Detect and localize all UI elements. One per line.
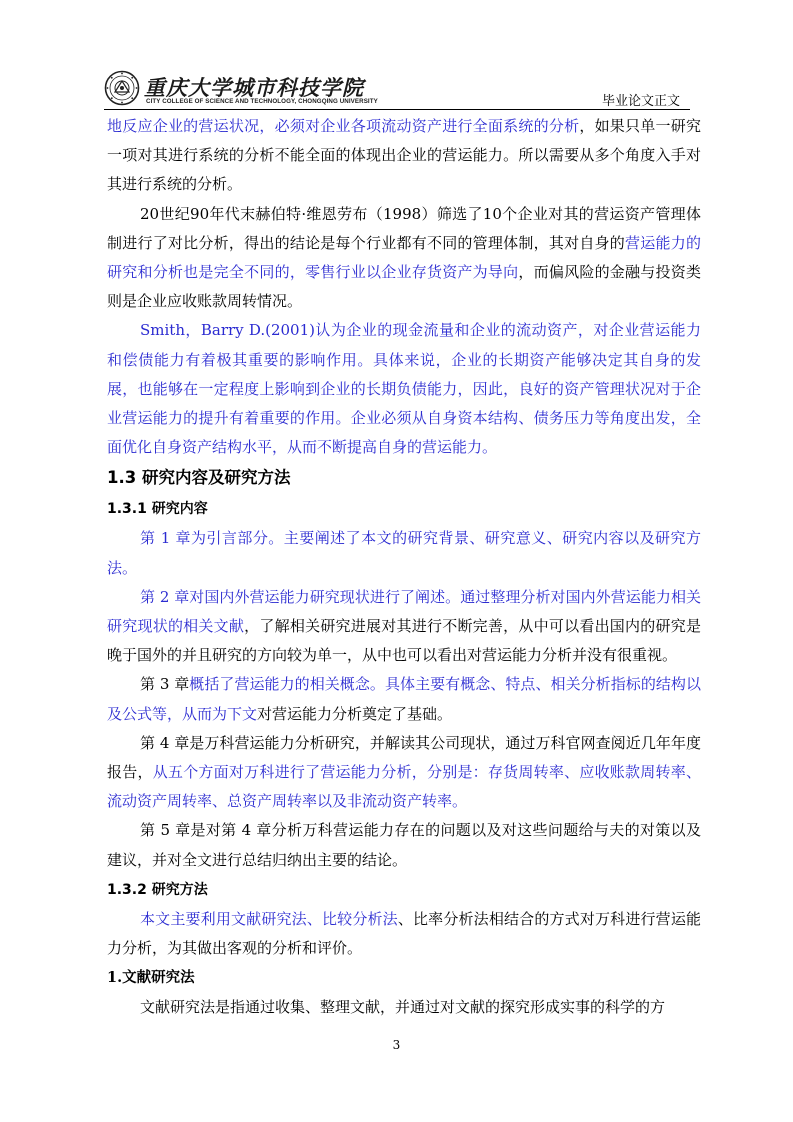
text: ，如果只单一研究一项对其进行系统的分析不能全面的体现出企业的营运能力。所以需要从多个角度入手对其进行系统的分析。 — [107, 117, 701, 194]
highlighted-text: 从五个方面对万科进行了营运能力分析，分别是：存货周转率、应收账款周转率、流动资产周转率、总资产周转率以及非流动资产转率。 — [107, 763, 701, 811]
highlighted-text: 地反应企业的营运状况，必须对企业各项流动资产进行全面系统的分析 — [107, 117, 580, 135]
highlighted-text: 营运能力的研究和分析也是完全不同的，零售行业以企业存货资产为导向 — [107, 233, 701, 282]
section-heading: 1.3 研究内容及研究方法 — [107, 468, 291, 488]
university-logo — [104, 70, 404, 106]
page-body — [107, 112, 701, 1022]
logo-english-text: CITY COLLEGE OF SCIENCE AND TECHNOLOGY, CHONGQING UNIVERSITY — [146, 98, 378, 105]
highlighted-text: 第 2 章对国内外营运能力研究现状进行了阐述。通过整理分析对国内外营运能力相关研究现状的相关文献 — [107, 587, 701, 636]
paragraph: Smith，Barry D.(2001)认为企业的现金流量和企业的流动资产，对企业营运能力和偿债能力有着极其重要的影响作用。具体来说，企业的长期资产能够决定其自身的发展，也能够在一定程度上影响到企业的长期负债能力，因此，良好的资产管理状况对于企业营运能力的提升有着重要的作用。企业必须从自身资本结构、债务压力等角度出发，全面优化自身资产结构水平，从而不断提高自身的营运能力。 — [107, 321, 701, 457]
paragraph — [107, 112, 701, 200]
method-heading: 1.文献研究法 — [107, 969, 195, 987]
text: 第 4 章是万科营运能力分析研究，并解读其公司现状，通过万科官网查阅近几年年度报告， — [107, 733, 701, 782]
subsection-heading: 1.3.2 研究方法 — [107, 881, 208, 898]
text: 对营运能力分析奠定了基础。 — [257, 704, 453, 723]
header-divider — [104, 109, 690, 110]
paragraph — [107, 200, 701, 317]
page-number: 3 — [392, 1038, 401, 1052]
paragraph: 第 5 章是对第 4 章分析万科营运能力存在的问题以及对这些问题给与夫的对策以及建议，并对全文进行总结归纳出主要的结论。 — [107, 821, 701, 869]
highlighted-text: 概括了营运能力的相关概念。具体主要有概念、特点、相关分析指标的结构以及公式等，从而为下文 — [107, 675, 701, 723]
paragraph: 文献研究法是指通过收集、整理文献，并通过对文献的探究形成实事的科学的方 — [140, 998, 666, 1017]
paragraph — [107, 670, 701, 728]
university-seal-icon — [104, 70, 140, 106]
paragraph — [107, 905, 701, 963]
text: 、比率分析法相结合的方式对万科进行营运能力分析，为其做出客观的分析和评价。 — [107, 909, 701, 958]
header-section-label: 毕业论文正文 — [601, 94, 680, 109]
subsection-heading: 1.3.1 研究内容 — [107, 501, 208, 518]
paragraph — [107, 729, 701, 817]
text: 第 3 章 — [140, 675, 190, 694]
page-header — [104, 66, 690, 110]
text: 20世纪90年代末赫伯特·维恩劳布（1998）筛选了10个企业对其的营运资产管理体制进行了对比分析，得出的结论是每个行业都有不同的管理体制，其对自身的 — [107, 204, 701, 252]
logo-chinese-text: 重庆大学城市科技学院 — [144, 75, 364, 100]
text: ，了解相关研究进展对其进行不断完善，从中可以看出国内的研究是晚于国外的并且研究的方向较为单一，从中也可以看出对营运能力分析并没有很重视。 — [107, 617, 701, 665]
paragraph — [107, 583, 701, 671]
paragraph: 第 1 章为引言部分。主要阐述了本文的研究背景、研究意义、研究内容以及研究方法。 — [107, 529, 701, 577]
text: ，而偏风险的金融与投资类则是企业应收账款周转情况。 — [107, 263, 701, 311]
highlighted-text: 本文主要利用文献研究法、比较分析法 — [140, 909, 398, 928]
